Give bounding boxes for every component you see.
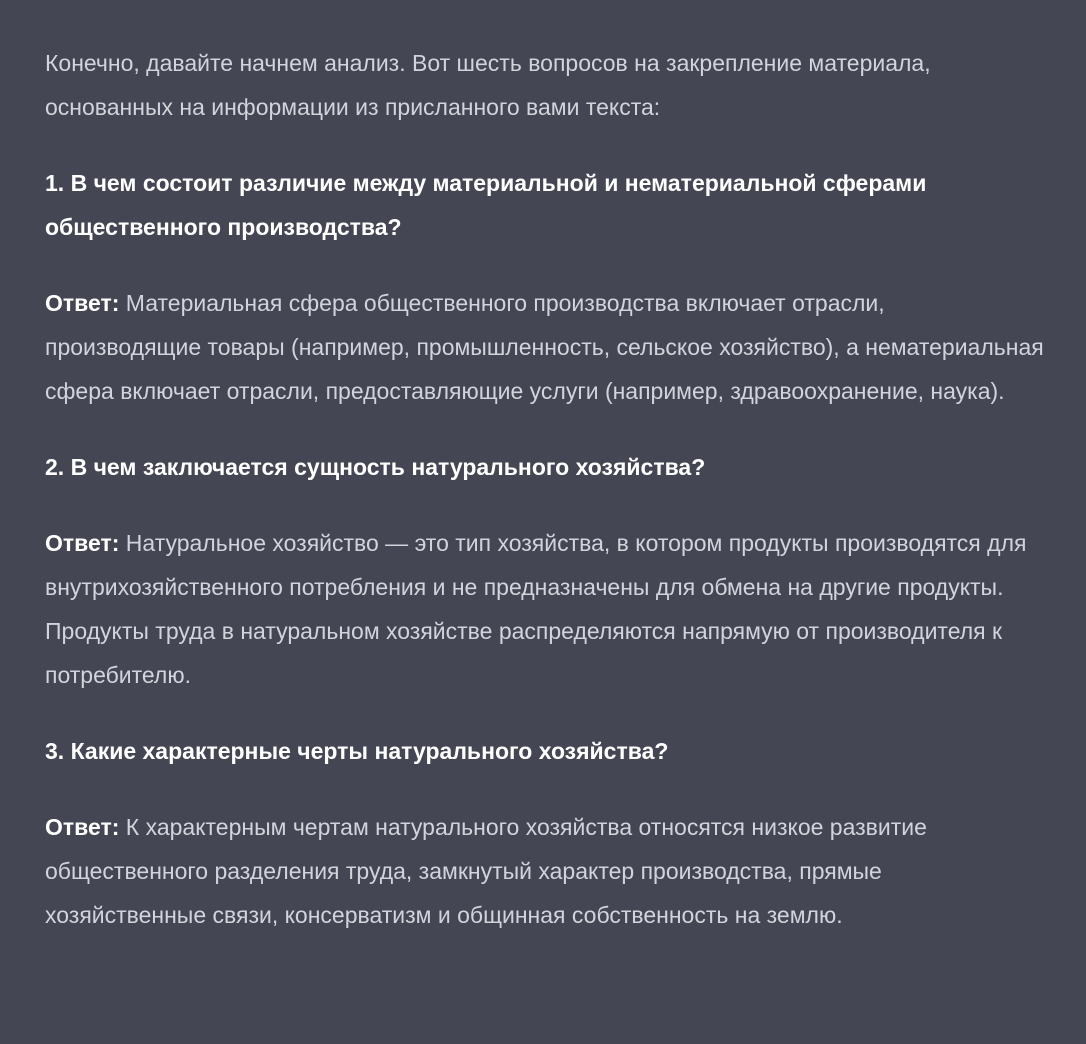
answer-2 xyxy=(45,521,1046,697)
question-1 xyxy=(45,161,1046,249)
answer-text: К характерным чертам натурального хозяйства относятся низкое развитие общественного разделения труда, замкнутый характер производства, прямые хозяйственные связи, консерватизм и общинная собственность на землю. xyxy=(45,814,927,928)
question-text: В чем состоит различие между материальной и нематериальной сферами общественного производства? xyxy=(45,170,927,240)
question-3 xyxy=(45,729,1046,773)
answer-1 xyxy=(45,281,1046,413)
message-intro: Конечно, давайте начнем анализ. Вот шесть вопросов на закрепление материала, основанных на информации из присланного вами текста: xyxy=(45,50,931,120)
question-2 xyxy=(45,445,1046,489)
question-number: 1. xyxy=(45,170,65,196)
answer-text: Натуральное хозяйство — это тип хозяйства, в котором продукты производятся для внутрихозяйственного потребления и не предназначены для обмена на другие продукты. Продукты труда в натуральном хозяйстве распределяются напрямую от производителя к потребителю. xyxy=(45,530,1027,688)
question-number: 3. xyxy=(45,738,65,764)
answer-label: Ответ: xyxy=(45,290,120,316)
answer-text: Материальная сфера общественного производства включает отрасли, производящие товары (например, промышленность, сельское хозяйство), а нематериальная сфера включает отрасли, предоставляющие услуги (например, здравоохранение, наука). xyxy=(45,290,1044,404)
answer-label: Ответ: xyxy=(45,814,120,840)
answer-label: Ответ: xyxy=(45,530,120,556)
question-text: Какие характерные черты натурального хозяйства? xyxy=(70,738,669,764)
answer-3 xyxy=(45,805,1046,937)
question-text: В чем заключается сущность натурального хозяйства? xyxy=(70,454,706,480)
question-number: 2. xyxy=(45,454,65,480)
